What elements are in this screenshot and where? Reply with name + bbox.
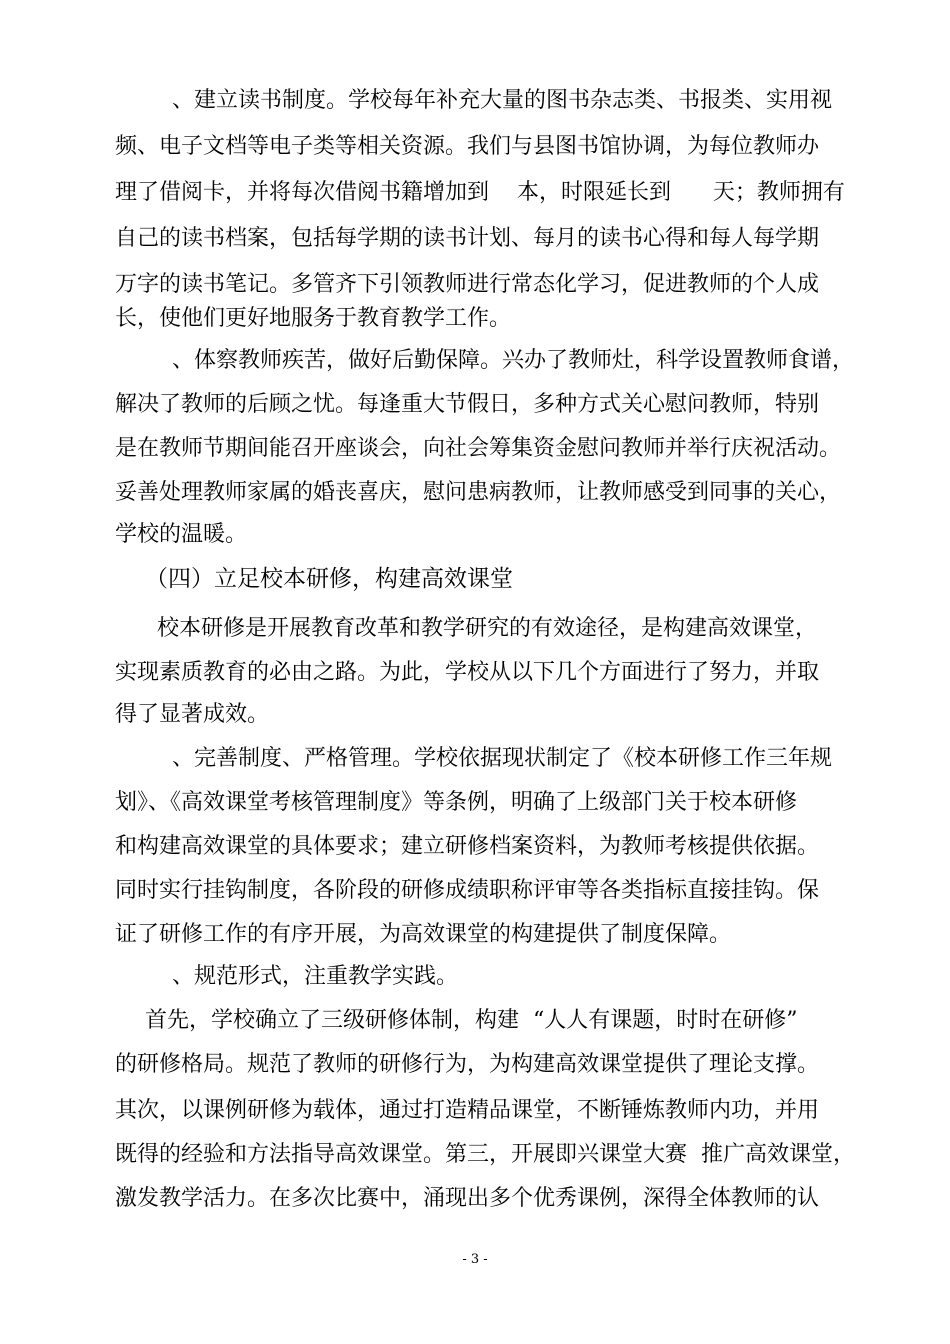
paragraph-line: 证了研修工作的有序开展，为高效课堂的构建提供了制度保障。	[115, 922, 732, 947]
paragraph-line: 划》、《高效课堂考核管理制度》等条例，明确了上级部门关于校本研修	[115, 790, 798, 815]
paragraph-line: 既得的经验和方法指导高效课堂。第三，开展即兴课堂大赛 推广高效课堂，	[115, 1142, 855, 1167]
paragraph-line: 实现素质教育的必由之路。为此，学校从以下几个方面进行了努力，并取	[115, 660, 820, 685]
section-heading: （四）立足校本研修，构建高效课堂	[145, 566, 513, 592]
page-number: - 3 -	[462, 1252, 488, 1267]
paragraph-line: 是在教师节期间能召开座谈会，向社会筹集资金慰问教师并举行庆祝活动。	[115, 436, 842, 461]
paragraph-line: 和构建高效课堂的具体要求；建立研修档案资料，为教师考核提供依据。	[115, 834, 820, 859]
paragraph-line: 、规范形式，注重教学实践。	[172, 964, 459, 989]
paragraph-line: 其次，以课例研修为载体，通过打造精品课堂，不断锤炼教师内功，并用	[115, 1098, 820, 1123]
paragraph-line: 的研修格局。规范了教师的研修行为，为构建高效课堂提供了理论支撑。	[115, 1052, 820, 1077]
paragraph-line: 首先，学校确立了三级研修体制，构建 “人人有课题，时时在研修”	[145, 1008, 798, 1033]
paragraph-line: 妥善处理教师家属的婚丧喜庆，慰问患病教师，让教师感受到同事的关心，	[115, 480, 842, 505]
paragraph-line: 理了借阅卡，并将每次借阅书籍增加到 本，时限延长到 天；教师拥有	[115, 180, 845, 205]
paragraph-line: 同时实行挂钩制度，各阶段的研修成绩职称评审等各类指标直接挂钩。保	[115, 878, 820, 903]
paragraph-line: 解决了教师的后顾之忧。每逢重大节假日，多种方式关心慰问教师，特别	[115, 392, 820, 417]
paragraph-line: 、完善制度、严格管理。学校依据现状制定了《校本研修工作三年规	[172, 746, 833, 771]
paragraph-line: 激发教学活力。在多次比赛中，涌现出多个优秀课例，深得全体教师的认	[115, 1186, 820, 1211]
paragraph-line: 得了显著成效。	[115, 702, 270, 727]
paragraph-line: 学校的温暖。	[115, 522, 248, 547]
paragraph-line: 自己的读书档案，包括每学期的读书计划、每月的读书心得和每人每学期	[115, 226, 820, 251]
paragraph-line: 频、电子文档等电子类等相关资源。我们与县图书馆协调，为每位教师办	[115, 134, 820, 159]
paragraph-line: 万字的读书笔记。多管齐下引领教师进行常态化学习，促进教师的个人成	[115, 272, 820, 297]
paragraph-line: 长，使他们更好地服务于教育教学工作。	[115, 306, 512, 331]
paragraph-line: 、体察教师疾苦，做好后勤保障。兴办了教师灶，科学设置教师食谱，	[172, 348, 855, 373]
paragraph-line: 校本研修是开展教育改革和教学研究的有效途径，是构建高效课堂，	[157, 616, 818, 641]
paragraph-line: 、建立读书制度。学校每年补充大量的图书杂志类、书报类、实用视	[172, 88, 833, 113]
